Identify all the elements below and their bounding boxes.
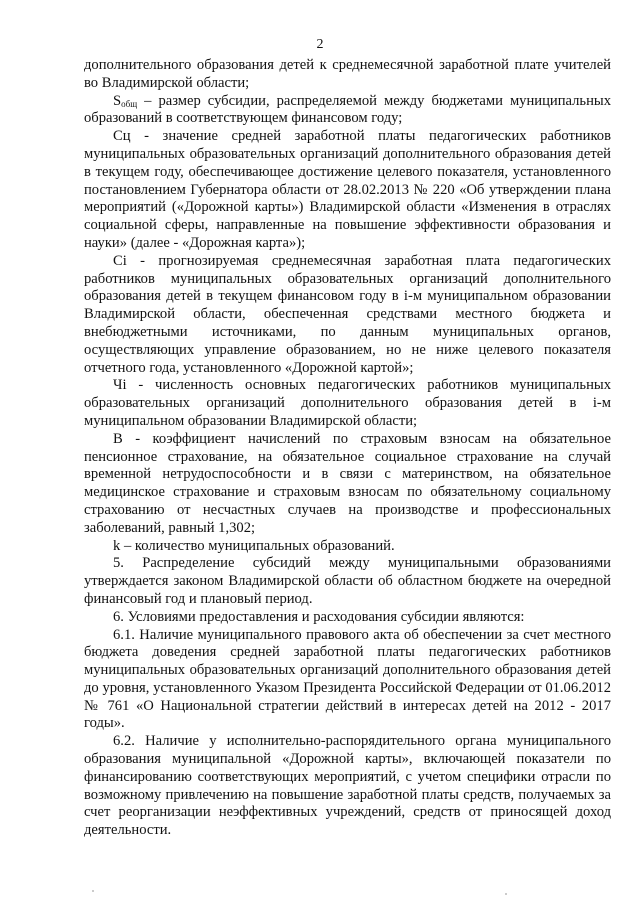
- scan-speck: [505, 893, 507, 895]
- paragraph-6-1: 6.1. Наличие муниципального правового акта об обеспечении за счет местного бюджета доведения средней заработной платы педагогических работников муниципальных образовательных организаций дополнительного образования детей до уровня, установленного Указом Президента Российской Федерации от 01.06.2012 № 761 «О Национальной стратегии действий в интересах детей на 2012 - 2017 годы».: [84, 626, 611, 732]
- paragraph-continuation: дополнительного образования детей к среднемесячной заработной плате учителей во Владимирской области;: [84, 57, 611, 91]
- paragraph-s-total: [84, 93, 611, 129]
- page-number: 2: [316, 37, 324, 52]
- paragraph-6-2: 6.2. Наличие у исполнительно-распорядительного органа муниципального образования муниципальной «Дорожной карты», включающей показатели по финансированию соответствующих мероприятий, с учетом специфики отрасли по возможному привлечению на повышение заработной платы средств, получаемых за счет реорганизации неэффективных учреждений, средств от приносящей доход деятельности.: [84, 733, 611, 839]
- paragraph-ci: Сі - прогнозируемая среднемесячная заработная плата педагогических работников муниципальных образовательных организаций дополнительного образования детей в текущем финансовом году в і-м муниципальном образовании Владимирской области, обеспеченная средствами местного бюджета и внебюджетными источниками, по данным муниципальных органов, осуществляющих управление образованием, но не ниже целевого показателя отчетного года, установленного «Дорожной картой»;: [84, 252, 611, 376]
- symbol-subscript: общ: [121, 98, 138, 109]
- symbol-s: S: [113, 92, 122, 109]
- document-body: [84, 57, 611, 840]
- paragraph-s-total-text: – размер субсидии, распределяемой между бюджетами муниципальных образований в соответствующем финансовом году;: [84, 92, 611, 127]
- paragraph-6: 6. Условиями предоставления и расходования субсидии являются:: [113, 608, 525, 625]
- paragraph-5: 5. Распределение субсидий между муниципальными образованиями утверждается законом Владимирской области об областном бюджете на очередной финансовый год и плановый период.: [84, 555, 611, 607]
- paragraph-sc: Сц - значение средней заработной платы педагогических работников муниципальных образовательных организаций дополнительного образования детей в текущем году, обеспечивающее достижение целевого показателя, установленного постановлением Губернатора области от 28.02.2013 № 220 «Об утверждении плана мероприятий («Дорожной карты») Владимирской области «Изменения в отраслях социальной сферы, направленные на повышение эффективности образования и науки» (далее - «Дорожная карта»);: [84, 128, 611, 251]
- paragraph-b: В - коэффициент начислений по страховым взносам на обязательное пенсионное страхование, на обязательное социальное страхование на случай временной нетрудоспособности и в связи с материнством, на обязательное медицинское страхование и страховым взносам по обязательному социальному страхованию от несчастных случаев на производстве и профессиональных заболеваний, равный 1,302;: [84, 430, 611, 536]
- paragraph-chi: Чі - численность основных педагогических работников муниципальных образовательных организаций дополнительного образования детей в і-м муниципальном образовании Владимирской области;: [84, 377, 611, 429]
- scan-speck: [92, 890, 94, 892]
- paragraph-k: k – количество муниципальных образований.: [113, 537, 395, 554]
